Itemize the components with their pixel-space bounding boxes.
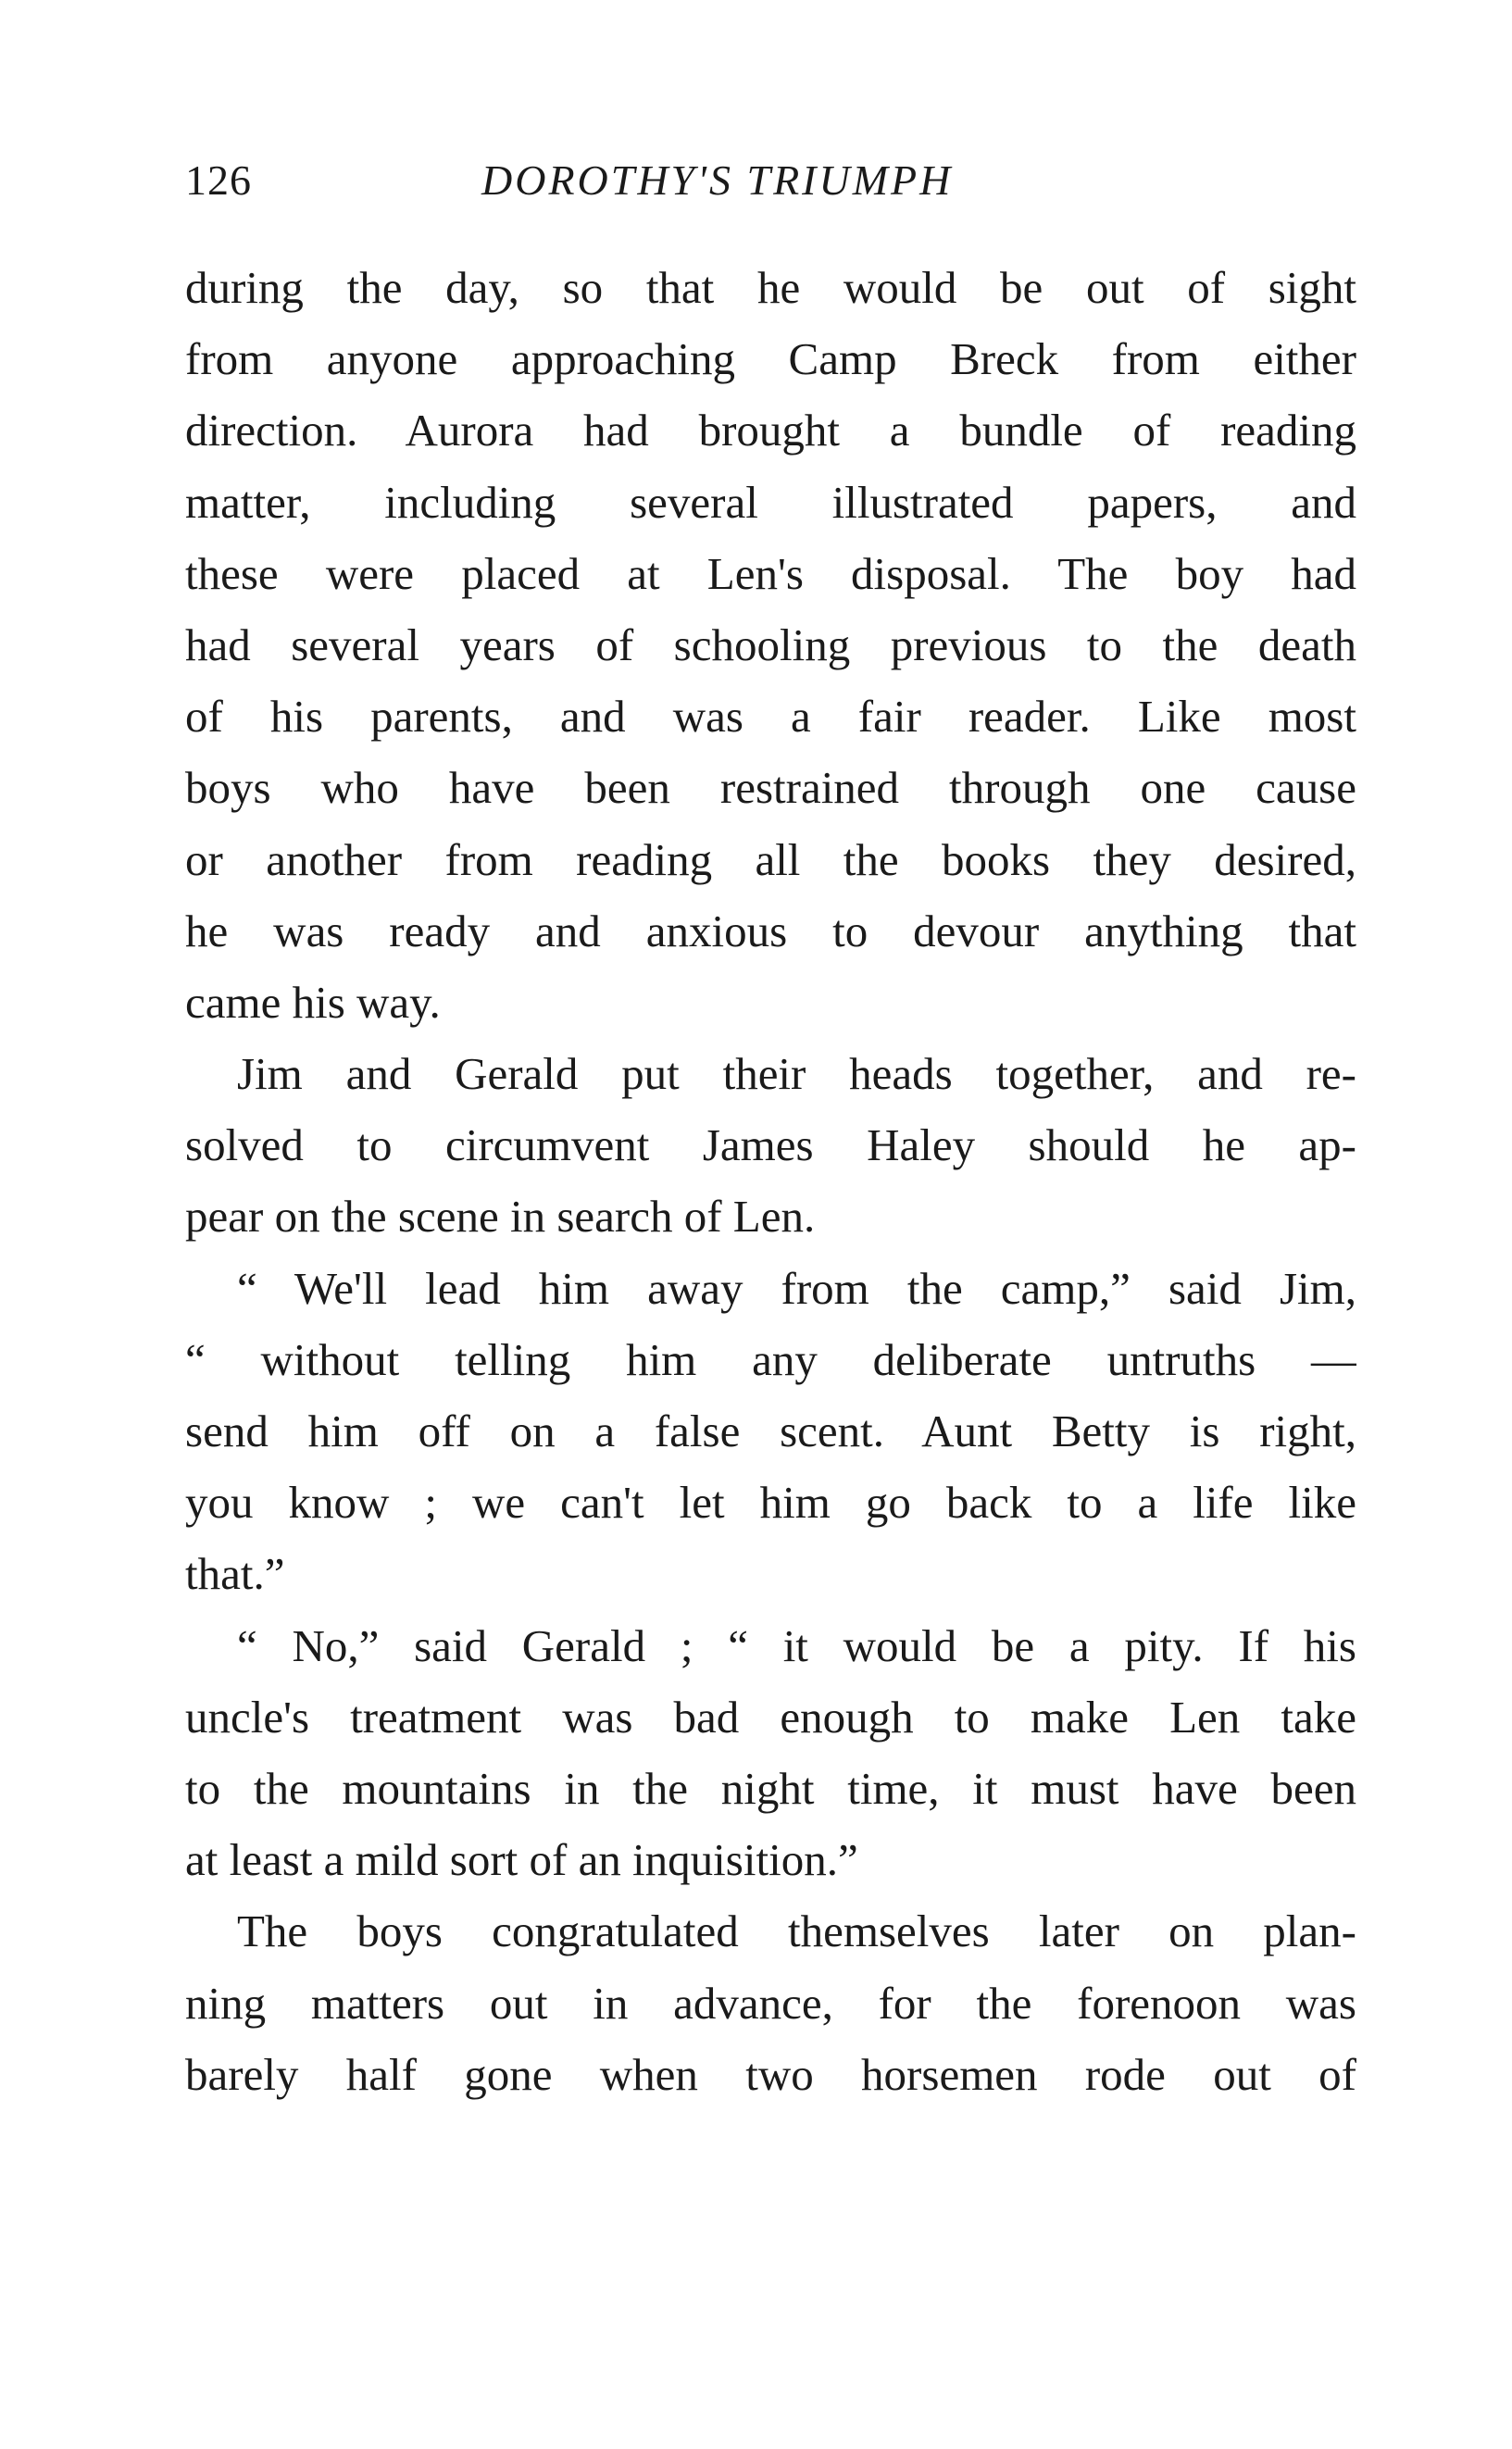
- text-line: The boys congratulated themselves later on plan-: [237, 1905, 1356, 1957]
- text-line: you know ; we can't let him go back to a life like: [185, 1477, 1356, 1529]
- text-line: or another from reading all the books they desired,: [185, 833, 1356, 885]
- text-line: “ without telling him any deliberate untruths —: [185, 1333, 1356, 1385]
- text-line: ning matters out in advance, for the forenoon was: [185, 1977, 1356, 2029]
- body-text: [185, 252, 1356, 2110]
- text-line: barely half gone when two horsemen rode out of: [185, 2048, 1356, 2100]
- text-line: these were placed at Len's disposal. The boy had: [185, 547, 1356, 599]
- text-line: from anyone approaching Camp Breck from either: [185, 333, 1356, 385]
- text-line: “ No,” said Gerald ; “ it would be a pity. If his: [237, 1619, 1356, 1671]
- text-line: had several years of schooling previous to the death: [185, 618, 1356, 670]
- text-line: Jim and Gerald put their heads together, and re-: [237, 1048, 1356, 1100]
- text-line: he was ready and anxious to devour anything that: [185, 905, 1356, 956]
- text-line: during the day, so that he would be out of sight: [185, 262, 1356, 313]
- text-line: came his way.: [185, 976, 441, 1028]
- page-number: 126: [185, 156, 252, 204]
- text-line: that.”: [185, 1548, 285, 1600]
- text-line: “ We'll lead him away from the camp,” said Jim,: [237, 1262, 1356, 1314]
- running-title: DOROTHY'S TRIUMPH: [481, 156, 954, 204]
- text-line: boys who have been restrained through one cause: [185, 762, 1356, 814]
- text-line: at least a mild sort of an inquisition.”: [185, 1834, 858, 1886]
- text-line: direction. Aurora had brought a bundle of reading: [185, 405, 1356, 456]
- text-line: pear on the scene in search of Len.: [185, 1191, 816, 1243]
- text-line: uncle's treatment was bad enough to make Len take: [185, 1691, 1356, 1743]
- text-line: solved to circumvent James Haley should he ap-: [185, 1119, 1356, 1171]
- text-line: send him off on a false scent. Aunt Betty is right,: [185, 1406, 1356, 1456]
- running-head: [185, 148, 1356, 213]
- text-line: of his parents, and was a fair reader. Like most: [185, 691, 1356, 743]
- text-line: matter, including several illustrated papers, and: [185, 476, 1356, 528]
- text-line: to the mountains in the night time, it must have been: [185, 1762, 1356, 1814]
